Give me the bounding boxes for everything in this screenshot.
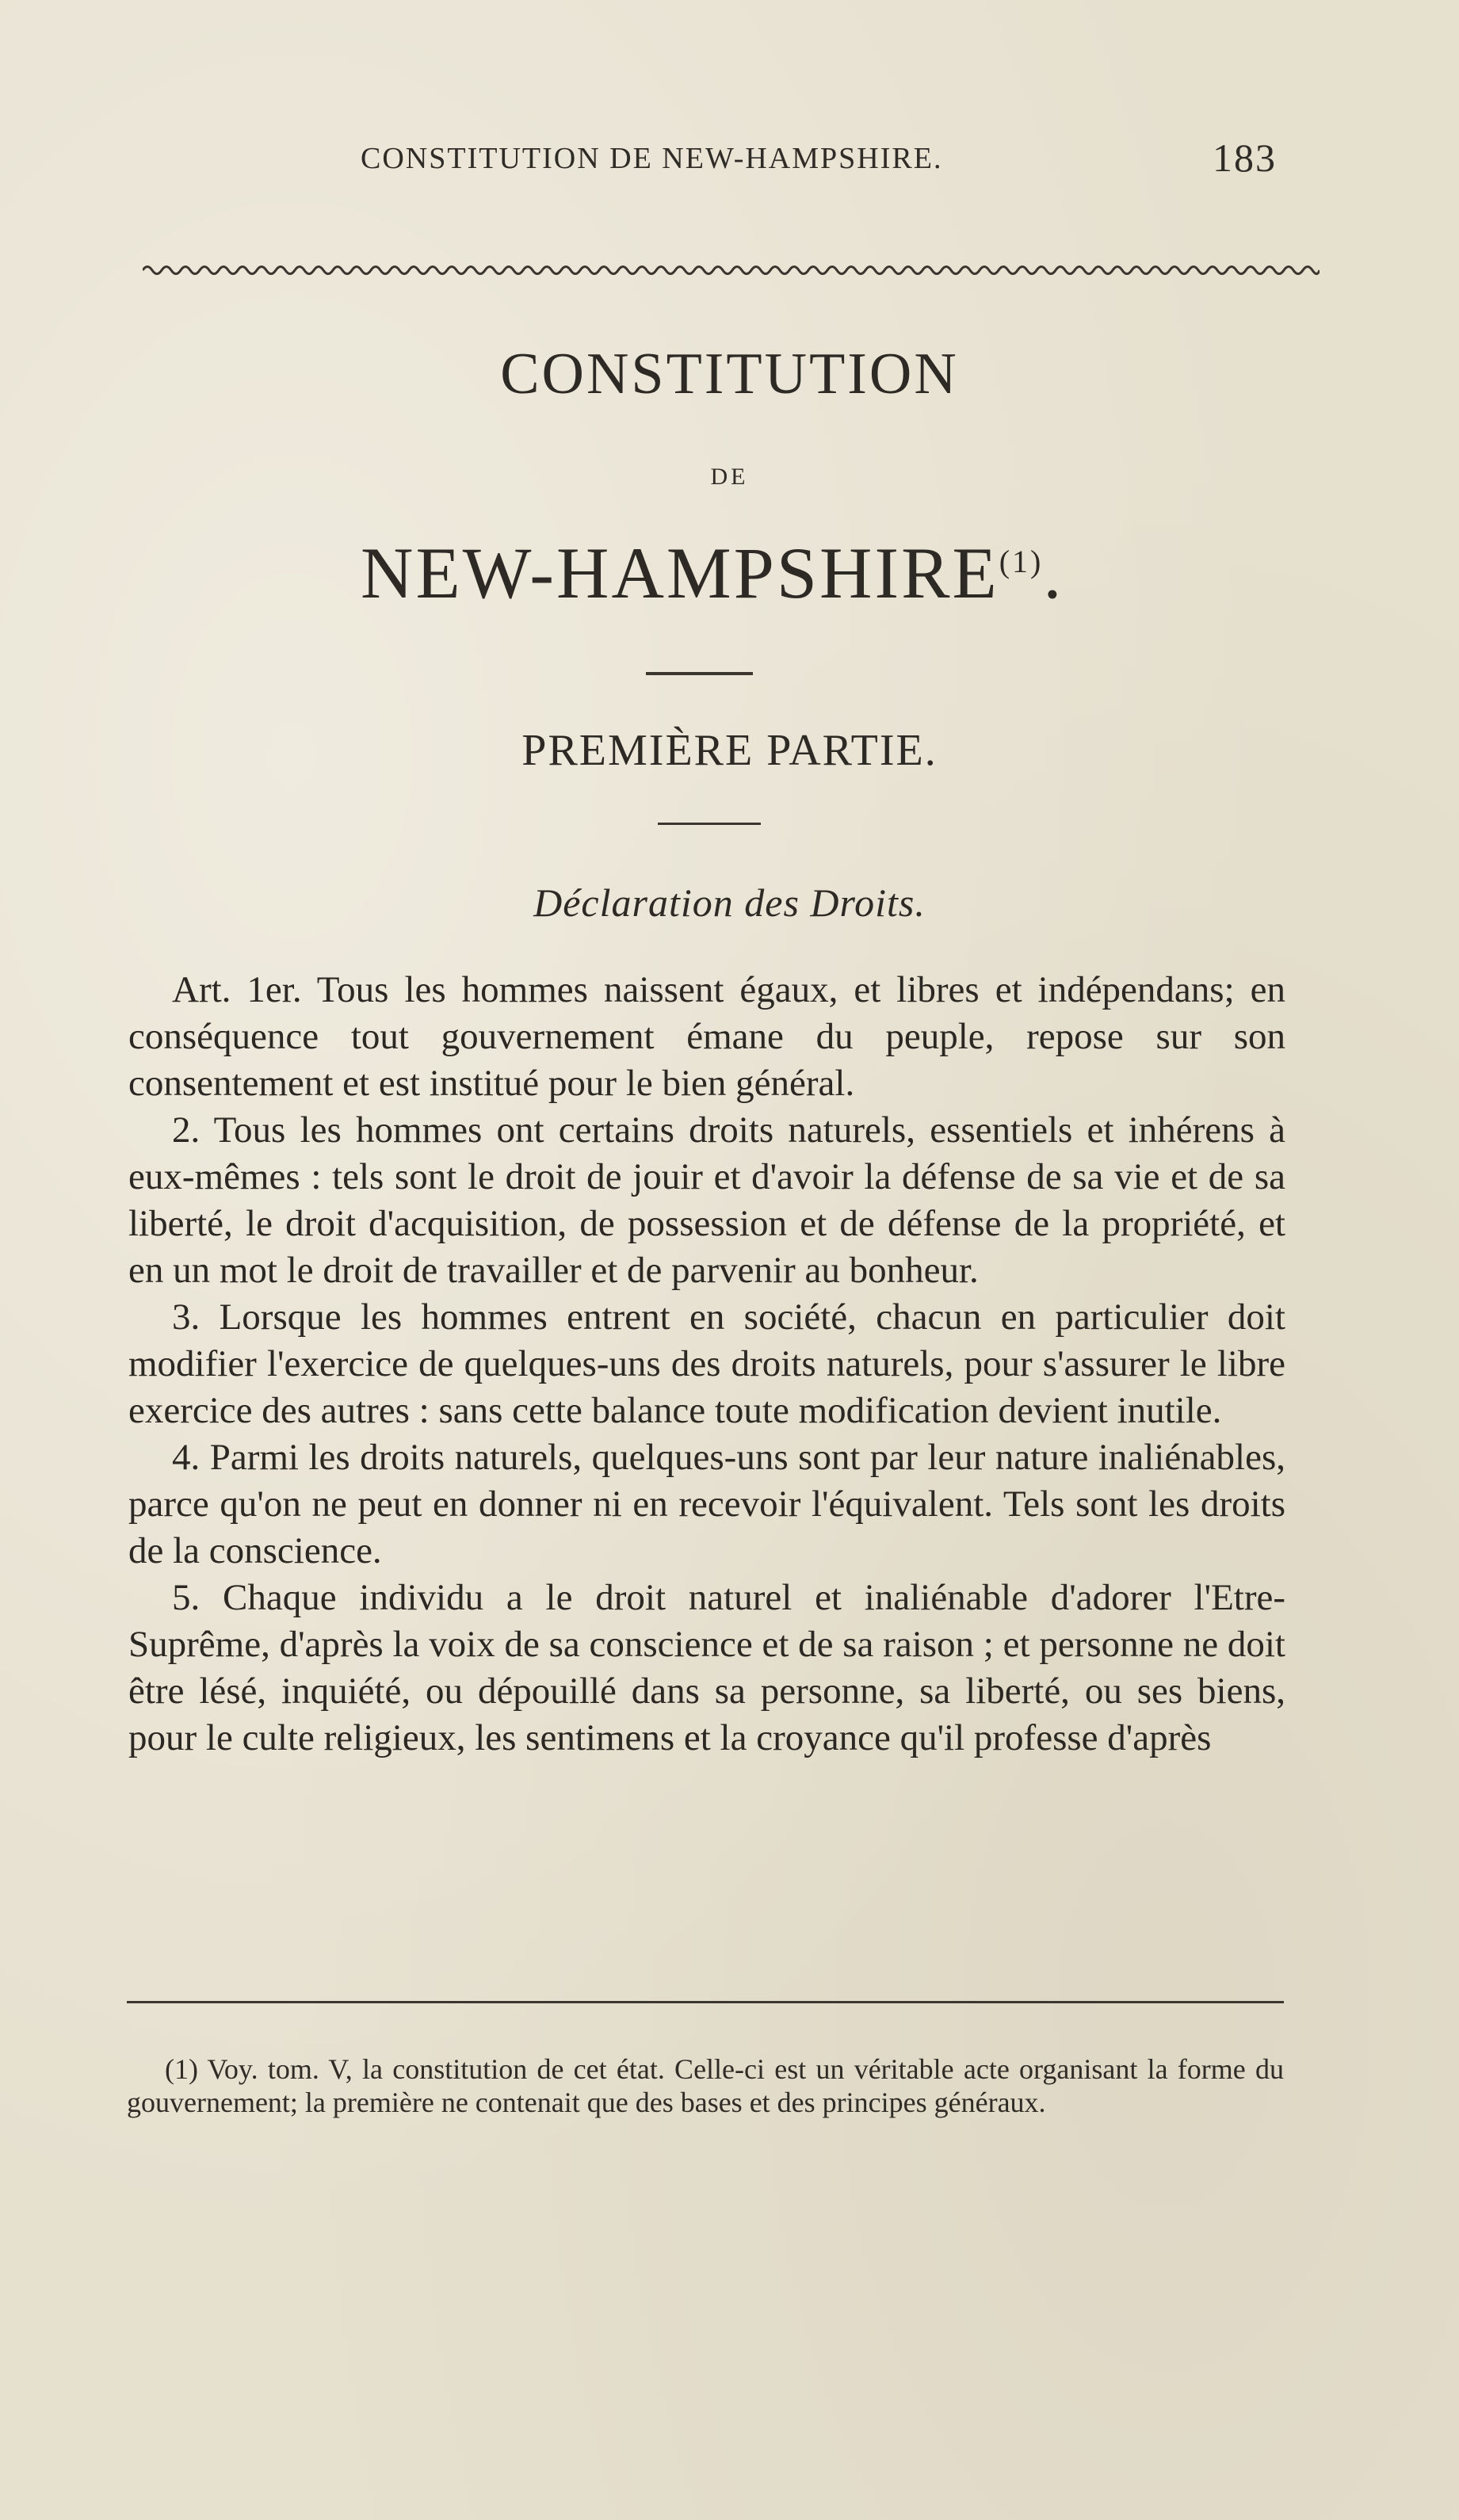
footnote-text: (1) Voy. tom. V, la constitution de cet état. Celle-ci est un véritable acte organisant la forme du gouvernement; la première ne contenait que des bases et des principes généraux. — [127, 2053, 1284, 2118]
footnote-rule — [127, 2001, 1284, 2003]
title-de: DE — [710, 464, 749, 490]
article-2: 2. Tous les hommes ont certains droits naturels, essentiels et inhérens à eux-mêmes : tels sont le droit de jouir et d'avoir la défense de sa vie et de sa liberté, le droit d'acquisition, de possession et de défense de la propriété, et en un mot le droit de travailler et de parvenir au bonheur. — [128, 1109, 1285, 1291]
part-title: PREMIÈRE PARTIE. — [521, 726, 938, 775]
footnote — [127, 2052, 1284, 2119]
title-state-period: . — [1043, 533, 1064, 613]
title-constitution: CONSTITUTION — [500, 342, 959, 407]
footnote-marker: (1) — [999, 544, 1044, 579]
divider-rule — [658, 823, 761, 825]
running-head: CONSTITUTION DE NEW-HAMPSHIRE. — [361, 142, 943, 175]
article-1: Art. 1er. Tous les hommes naissent égaux, et libres et indépendans; en conséquence tout gouvernement émane du peuple, repose sur son consentement et est institué pour le bien général. — [128, 969, 1285, 1104]
divider-rule — [646, 672, 753, 675]
title-state-name: NEW-HAMPSHIRE — [361, 533, 999, 613]
article-4: 4. Parmi les droits naturels, quelques-uns sont par leur nature inaliénables, parce qu'on ne peut en donner ni en recevoir l'équivalent. Tels sont les droits de la conscience. — [128, 1437, 1285, 1571]
article-5: 5. Chaque individu a le droit naturel et inaliénable d'adorer l'Etre-Suprême, d'après la voix de sa conscience et de sa raison ; et personne ne doit être lésé, inquiété, ou dépouillé dans sa personne, sa liberté, ou ses biens, pour le culte religieux, les sentimens et la croyance qu'il professe d'après — [128, 1577, 1285, 1758]
title-new-hampshire — [361, 531, 1064, 615]
page-number: 183 — [1213, 136, 1277, 180]
ornamental-rule — [143, 262, 1320, 279]
article-3: 3. Lorsque les hommes entrent en société, chacun en particulier doit modifier l'exercice de quelques-uns des droits naturels, pour s'assurer le libre exercice des autres : sans cette balance toute modification devient inutile. — [128, 1296, 1285, 1431]
section-title: Déclaration des Droits. — [533, 880, 926, 925]
article-text — [128, 967, 1285, 1762]
